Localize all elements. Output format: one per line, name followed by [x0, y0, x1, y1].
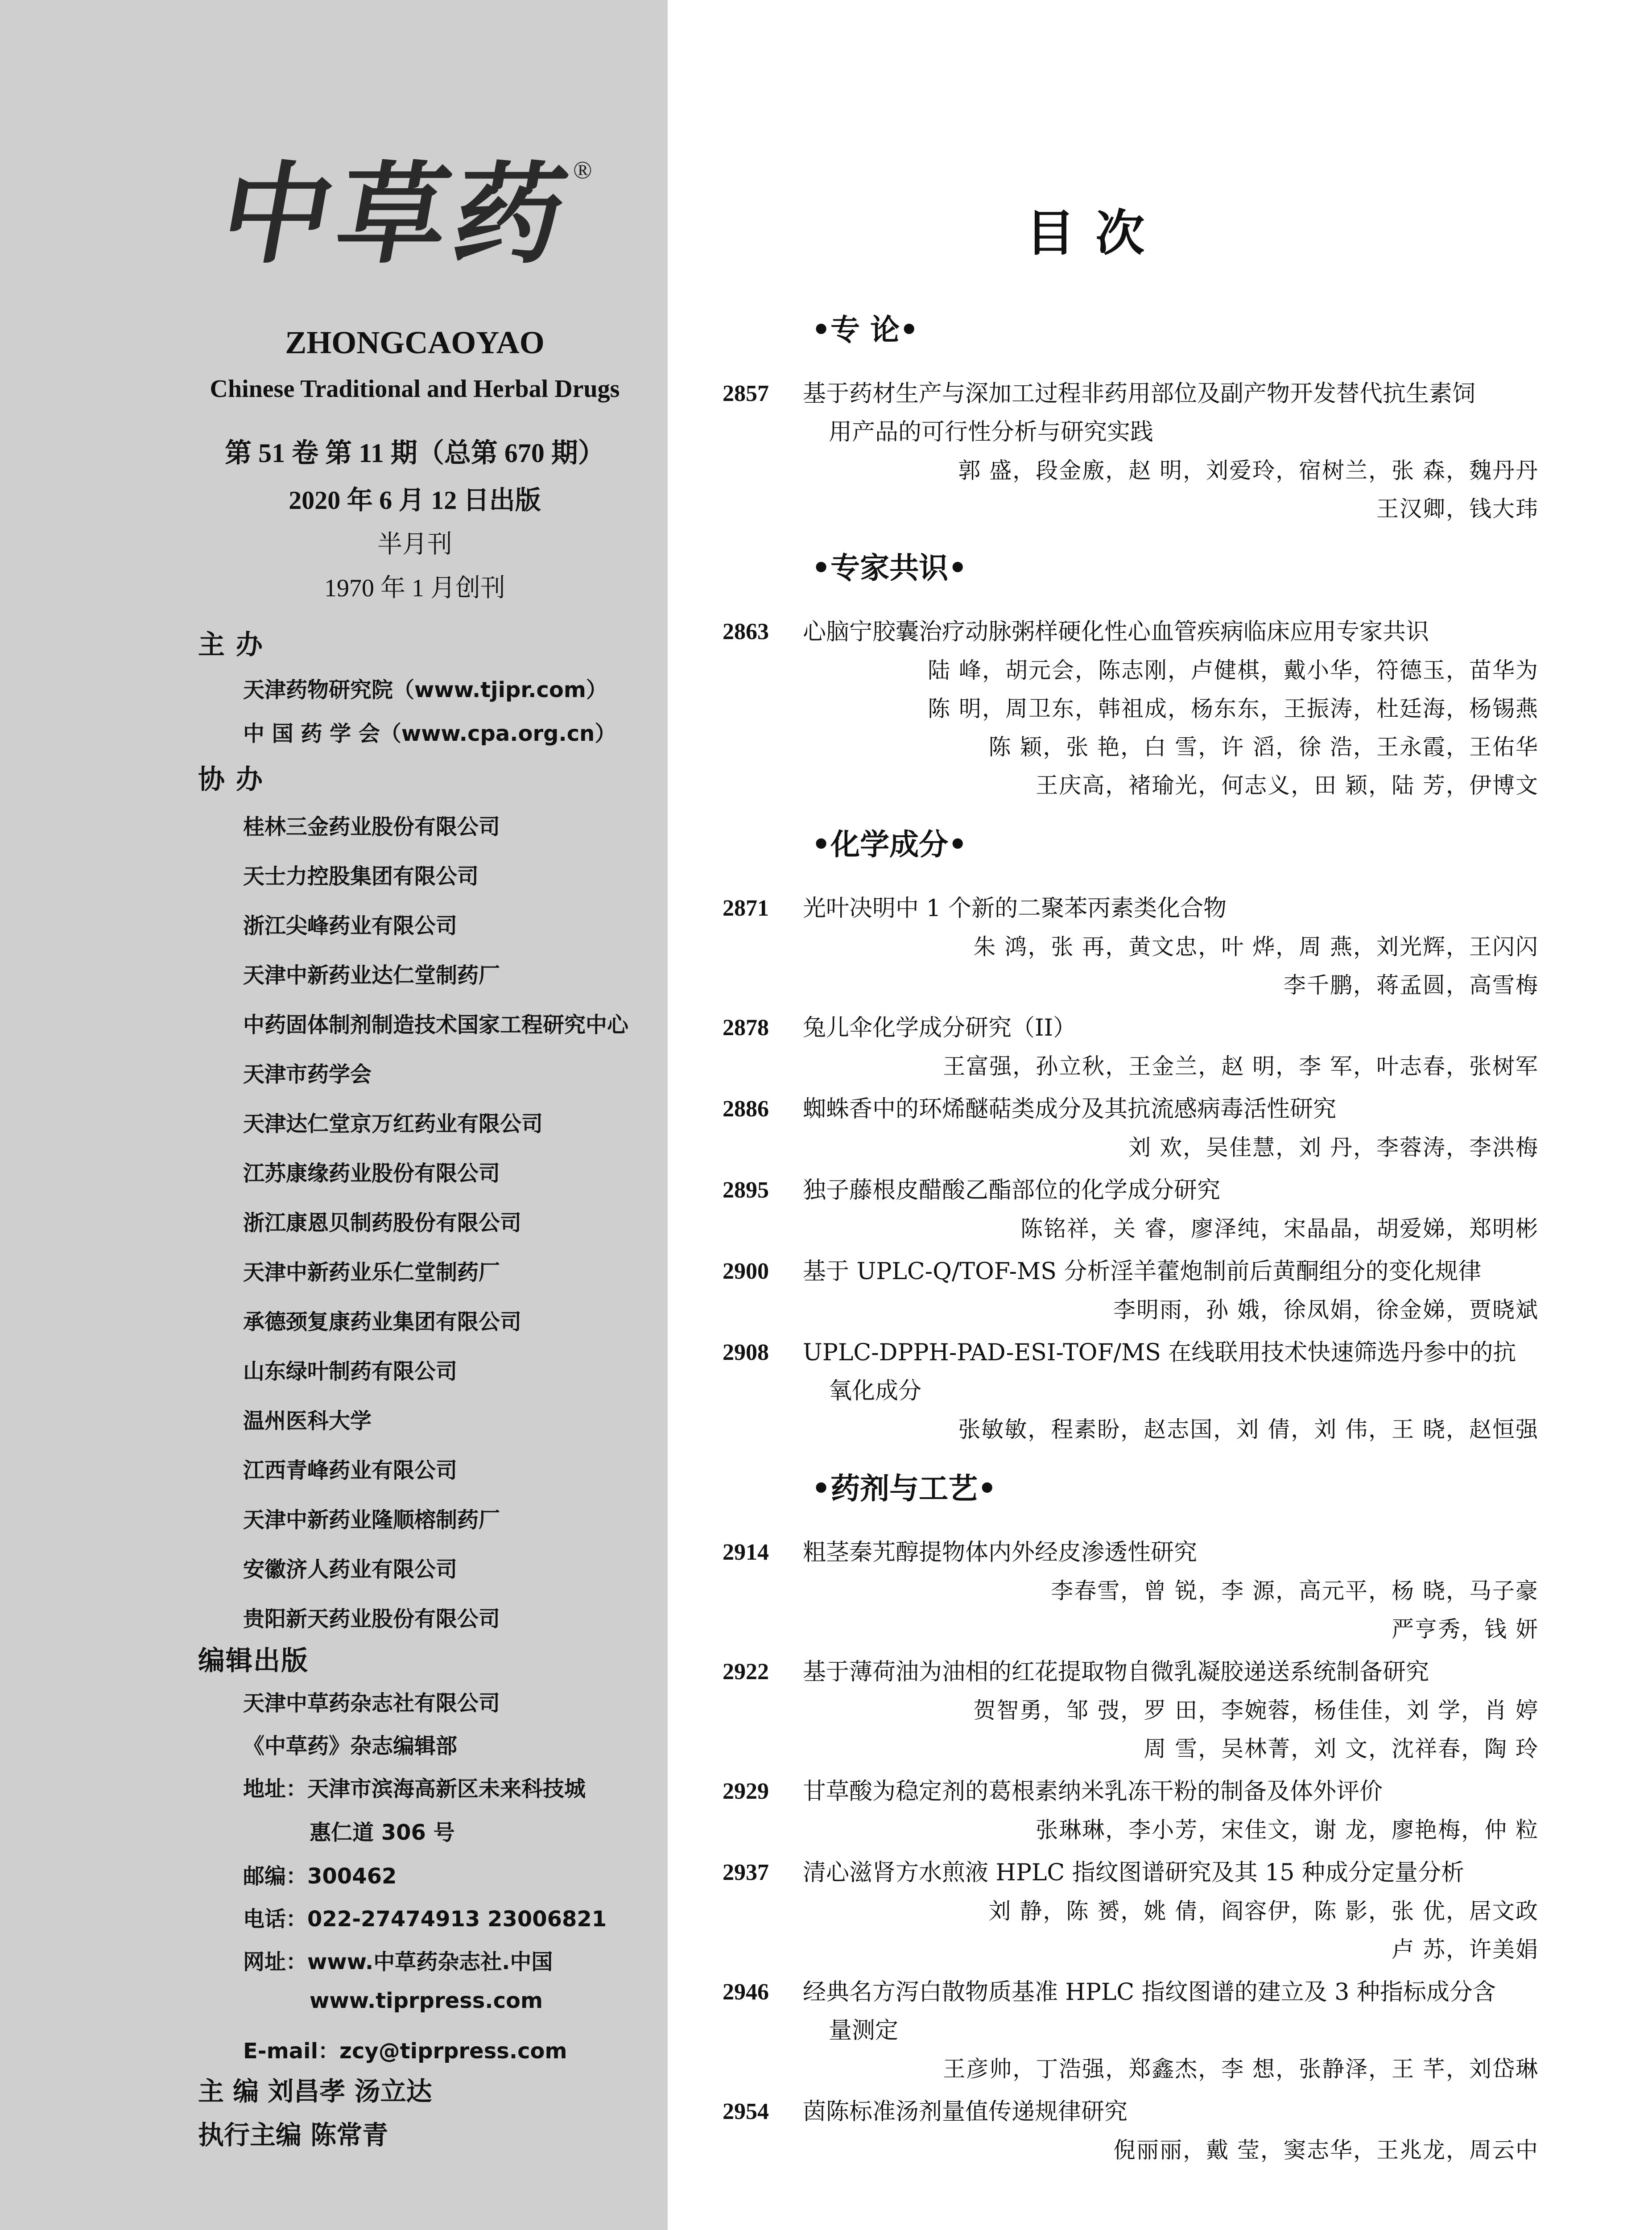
volume-issue: 第 51 卷 第 11 期（总第 670 期）	[225, 438, 605, 468]
cosponsor-item: 天津中新药业达仁堂制药厂	[243, 963, 500, 988]
article-title: 蜘蛛香中的环烯醚萜类成分及其抗流感病毒活性研究	[803, 1096, 1337, 1123]
toc-entry[interactable]	[723, 2093, 1539, 2169]
page-number: 2922	[723, 1659, 769, 1685]
article-title-cont: 氧化成分	[829, 1378, 922, 1404]
article-authors: 王彦帅，丁浩强，郑鑫杰，李 想，张静泽，王 芊，刘岱琳	[943, 2056, 1539, 2082]
page-number: 2895	[723, 1177, 769, 1203]
frequency: 半月刊	[377, 531, 452, 558]
registered-mark: ®	[573, 157, 592, 184]
article-title: UPLC-DPPH-PAD-ESI-TOF/MS 在线联用技术快速筛选丹参中的抗 氧化成分	[803, 1334, 1539, 1410]
page-number: 2937	[723, 1860, 769, 1885]
chief-editors: 主 编 刘昌孝 汤立达	[198, 2076, 432, 2106]
cosponsor-item: 天士力控股集团有限公司	[243, 864, 479, 889]
article-authors: 周 雪，吴林菁，刘 文，沈祥春，陶 玲	[1144, 1736, 1539, 1762]
article-authors: 王汉卿，钱大玮	[1376, 496, 1539, 522]
page-number: 2954	[723, 2099, 769, 2124]
article-title: 粗茎秦艽醇提物体内外经皮渗透性研究	[803, 1539, 1198, 1566]
toc-entry[interactable]	[723, 1090, 1539, 1167]
logo-char-2: 草	[327, 150, 460, 278]
page-number: 2871	[723, 896, 769, 921]
publisher-phone: 电话：022-27474913 23006821	[243, 1907, 607, 1932]
page-number: 2929	[723, 1779, 769, 1804]
cosponsor-item: 天津达仁堂京万红药业有限公司	[243, 1111, 543, 1136]
publisher-address-cont: 惠仁道 306 号	[310, 1820, 455, 1845]
toc-entry[interactable]	[723, 375, 1539, 528]
toc-section-title: •专家共识•	[812, 551, 967, 585]
article-title: 基于 UPLC-Q/TOF-MS 分析淫羊藿炮制前后黄酮组分的变化规律	[803, 1258, 1482, 1285]
article-title: 经典名方泻白散物质基准 HPLC 指纹图谱的建立及 3 种指标成分含 量测定	[803, 1973, 1539, 2050]
masthead-sidebar	[0, 0, 668, 2230]
article-title: 甘草酸为稳定剂的葛根素纳米乳冻干粉的制备及体外评价	[803, 1778, 1383, 1805]
article-authors: 严亨秀，钱 妍	[1392, 1616, 1539, 1642]
toc-entry[interactable]	[723, 1252, 1539, 1329]
article-title-cont: 用产品的可行性分析与研究实践	[829, 419, 1154, 446]
article-authors: 王庆高，褚瑜光，何志义，田 颖，陆 芳，伊博文	[1036, 772, 1539, 798]
article-authors: 陈 颖，张 艳，白 雪，许 滔，徐 浩，王永霞，王佑华	[988, 734, 1539, 760]
article-title: 兔儿伞化学成分研究（II）	[803, 1015, 1077, 1041]
page-number: 2908	[723, 1340, 769, 1365]
article-title: 独子藤根皮醋酸乙酯部位的化学成分研究	[803, 1177, 1221, 1204]
cosponsor-item: 浙江尖峰药业有限公司	[243, 913, 458, 938]
cosponsor-item: 中药固体制剂制造技术国家工程研究中心	[243, 1012, 629, 1037]
toc-entry[interactable]	[723, 613, 1539, 805]
publisher-website-2: www.tiprpress.com	[310, 1988, 543, 2013]
article-authors: 倪丽丽，戴 莹，窦志华，王兆龙，周云中	[1113, 2137, 1539, 2163]
toc-entry[interactable]	[723, 889, 1539, 1004]
article-authors: 刘 静，陈 赟，姚 倩，阎容伊，陈 影，张 优，居文政	[988, 1898, 1539, 1924]
article-authors: 李明雨，孙 娥，徐凤娟，徐金娣，贾晓斌	[1113, 1297, 1539, 1323]
toc-entry[interactable]	[723, 1772, 1539, 1849]
logo-char-1: 中	[211, 150, 344, 278]
cosponsor-label: 协 办	[198, 764, 264, 795]
article-title: 基于药材生产与深加工过程非药用部位及副产物开发替代抗生素饲 用产品的可行性分析与研究实践	[803, 375, 1539, 451]
logo-char-3: 药	[443, 150, 576, 278]
article-title-cont: 量测定	[829, 2017, 899, 2044]
article-title: 茵陈标准汤剂量值传递规律研究	[803, 2098, 1128, 2125]
cosponsor-item: 天津中新药业乐仁堂制药厂	[243, 1260, 500, 1285]
toc-entry[interactable]	[723, 1334, 1539, 1449]
article-title: 清心滋肾方水煎液 HPLC 指纹图谱研究及其 15 种成分定量分析	[803, 1859, 1464, 1886]
article-authors: 朱 鸿，张 再，黄文忠，叶 烨，周 燕，刘光辉，王闪闪	[973, 934, 1539, 960]
page-number: 2857	[723, 381, 769, 406]
cosponsor-item: 承德颈复康药业集团有限公司	[243, 1309, 522, 1334]
cosponsor-item: 山东绿叶制药有限公司	[243, 1359, 458, 1384]
publisher-company: 天津中草药杂志社有限公司	[243, 1691, 500, 1716]
toc-entry[interactable]	[723, 1653, 1539, 1768]
toc-entry[interactable]	[723, 1854, 1539, 1969]
founded-date: 1970 年 1 月创刊	[324, 574, 505, 602]
page-number: 2900	[723, 1259, 769, 1284]
publisher-email: E-mail：zcy@tiprpress.com	[243, 2039, 567, 2064]
cosponsor-item: 天津市药学会	[243, 1062, 372, 1087]
article-authors: 王富强，孙立秋，王金兰，赵 明，李 军，叶志春，张树军	[943, 1053, 1539, 1079]
cosponsor-item: 江西青峰药业有限公司	[243, 1458, 458, 1483]
toc-heading: 目 次	[1026, 205, 1147, 262]
cosponsor-item: 浙江康恩贝制药股份有限公司	[243, 1210, 522, 1235]
toc-entry[interactable]	[723, 1171, 1539, 1248]
journal-title-en: ZHONGCAOYAO	[285, 325, 545, 360]
page-number: 2914	[723, 1540, 769, 1565]
executive-editor: 执行主编 陈常青	[198, 2120, 388, 2150]
article-authors: 卢 苏，许美娟	[1392, 1937, 1539, 1962]
toc-section-title: •化学成分•	[812, 827, 967, 862]
article-authors: 李春雪，曾 锐，李 源，高元平，杨 晓，马子豪	[1051, 1578, 1539, 1604]
article-title: 光叶决明中 1 个新的二聚苯丙素类化合物	[803, 895, 1227, 922]
table-of-contents	[723, 312, 1539, 2174]
cosponsor-item: 安徽济人药业有限公司	[243, 1557, 458, 1582]
toc-entry[interactable]	[723, 1973, 1539, 2088]
cosponsor-item: 温州医科大学	[243, 1408, 372, 1433]
page-number: 2886	[723, 1096, 769, 1122]
cosponsor-item: 桂林三金药业股份有限公司	[243, 814, 500, 839]
sponsor-item: 中 国 药 学 会（www.cpa.org.cn）	[243, 721, 616, 746]
page-number: 2863	[723, 619, 769, 644]
article-title: 心脑宁胶囊治疗动脉粥样硬化性心血管疾病临床应用专家共识	[803, 619, 1429, 645]
cosponsor-item: 天津中新药业隆顺榕制药厂	[243, 1507, 500, 1532]
publisher-postcode: 邮编：300462	[243, 1864, 397, 1889]
toc-section-title: •药剂与工艺•	[812, 1471, 997, 1506]
publisher-dept: 《中草药》杂志编辑部	[243, 1734, 458, 1759]
toc-entry[interactable]	[723, 1009, 1539, 1086]
publication-date: 2020 年 6 月 12 日出版	[289, 486, 541, 515]
article-authors: 张琳琳，李小芳，宋佳文，谢 龙，廖艳梅，仲 粒	[1036, 1817, 1539, 1843]
article-authors: 贺智勇，邹 弢，罗 田，李婉蓉，杨佳佳，刘 学，肖 婷	[973, 1697, 1539, 1723]
article-authors: 陈铭祥，关 睿，廖泽纯，宋晶晶，胡爱娣，郑明彬	[1020, 1216, 1539, 1242]
article-authors: 李千鹏，蒋孟圆，高雪梅	[1284, 972, 1539, 998]
article-authors: 郭 盛，段金廒，赵 明，刘爱玲，宿树兰，张 森，魏丹丹	[958, 458, 1539, 483]
publisher-website: 网址：www.中草药杂志社.中国	[243, 1949, 553, 1974]
article-authors: 张敏敏，程素盼，赵志国，刘 倩，刘 伟，王 晓，赵恒强	[958, 1416, 1539, 1442]
cosponsor-item: 贵阳新天药业股份有限公司	[243, 1606, 500, 1631]
article-authors: 刘 欢，吴佳慧，刘 丹，李蓉涛，李洪梅	[1128, 1135, 1539, 1160]
article-authors: 陈 明，周卫东，韩祖成，杨东东，王振涛，杜廷海，杨锡燕	[928, 696, 1539, 722]
publisher-label: 编辑出版	[198, 1645, 309, 1677]
cosponsor-item: 江苏康缘药业股份有限公司	[243, 1161, 500, 1186]
journal-subtitle-en: Chinese Traditional and Herbal Drugs	[210, 375, 620, 403]
toc-section-title: •专 论•	[812, 313, 919, 347]
publisher-address: 地址：天津市滨海高新区未来科技城	[243, 1776, 586, 1801]
toc-entry[interactable]	[723, 1533, 1539, 1648]
article-authors: 陆 峰，胡元会，陈志刚，卢健棋，戴小华，符德玉，苗华为	[928, 657, 1539, 683]
page-number: 2878	[723, 1015, 769, 1041]
page-number: 2946	[723, 1979, 769, 2005]
article-title: 基于薄荷油为油相的红花提取物自微乳凝胶递送系统制备研究	[803, 1659, 1429, 1685]
sponsor-item: 天津药物研究院（www.tjipr.com）	[243, 677, 607, 702]
sponsor-label: 主 办	[198, 629, 264, 661]
journal-logo	[211, 147, 592, 281]
